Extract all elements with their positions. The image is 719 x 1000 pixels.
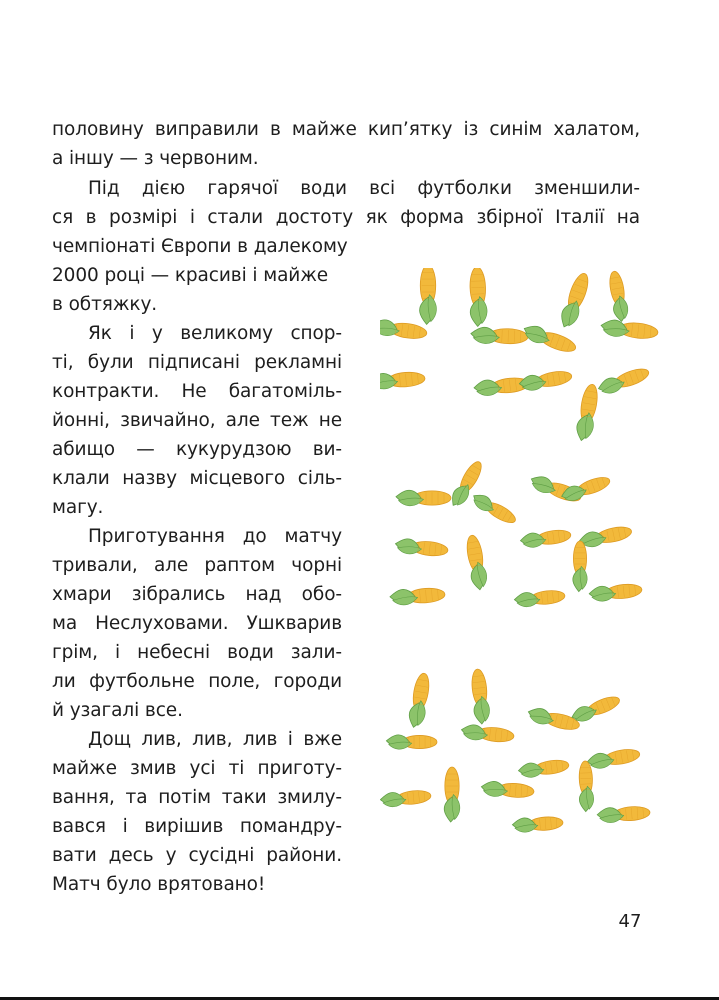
corn-cob-icon (471, 327, 529, 345)
corn-cob-icon (390, 587, 446, 606)
text-line: ся в розмірі і стали достоту як форма збірної Італії на (52, 207, 640, 228)
corn-cob-icon (470, 668, 491, 724)
text-line: майже змив усі ті приготу- (52, 758, 342, 779)
corn-cob-icon (407, 672, 432, 729)
text-line: ли футбольне поле, городи (52, 671, 342, 692)
corn-cob-icon (395, 538, 449, 558)
text-line: вати десь у сусідні райони. (52, 845, 342, 866)
corn-cob-icon (518, 758, 570, 779)
text-line: абищо — кукурудзою ви- (52, 439, 342, 460)
text-line: Приготування до матчу (88, 526, 342, 547)
corn-cob-icon (514, 588, 566, 608)
corn-cob-icon (600, 319, 659, 341)
corn-cob-icon (396, 490, 451, 506)
corn-cob-icon (607, 270, 630, 322)
page-number: 47 (618, 911, 642, 932)
corn-letters-icon (380, 268, 660, 858)
corn-cob-icon (512, 815, 563, 833)
text-line: Дощ лив, лив, лив і вже (88, 729, 342, 750)
corn-cob-icon (444, 767, 460, 822)
corn-cob-icon (570, 693, 622, 725)
corn-cob-icon (578, 524, 633, 550)
corn-cob-icon (578, 761, 594, 812)
text-line: Під дією гарячої води всі футболки зменшили- (88, 178, 640, 199)
corn-cob-icon (380, 318, 428, 341)
text-line: чемпіонаті Європи в далекому (52, 236, 348, 257)
corn-cob-icon (470, 491, 519, 527)
text-line: грім, і небесні води зали- (52, 642, 342, 663)
corn-cob-icon (380, 371, 425, 390)
text-line: 2000 році — красиві і майже (52, 265, 329, 286)
corn-cob-icon (469, 268, 488, 327)
corn-cob-icon (461, 724, 515, 744)
text-line: а іншу — з червоним. (52, 148, 259, 169)
corn-cob-icon (560, 473, 612, 504)
text-line: вання, та потім таки змилу- (52, 787, 342, 808)
corn-cob-icon (464, 534, 489, 591)
corn-cob-icon (589, 582, 643, 602)
corn-cob-icon (520, 528, 572, 549)
corn-cob-icon (597, 805, 651, 824)
corn-cob-icon (380, 788, 432, 808)
corn-cob-icon (596, 365, 651, 397)
text-line: клали назву місцевого сіль- (52, 468, 342, 489)
text-line: половину виправили в майже кип’ятку із синім халатом, (52, 119, 640, 140)
text-line: Матч було врятовано! (52, 874, 266, 895)
corn-cob-group (380, 268, 659, 833)
corn-cob-icon (575, 383, 601, 442)
text-line: Як і у великому спор- (88, 323, 342, 344)
corn-cob-icon (518, 368, 573, 392)
text-line: йонні, звичайно, але теж не (52, 410, 342, 431)
corn-cob-icon (521, 322, 578, 355)
text-line: контракти. Не багатоміль- (52, 381, 342, 402)
corn-cob-icon (420, 268, 437, 324)
corn-cob-icon (526, 706, 581, 733)
text-line: тривали, але раптом чорні (52, 555, 342, 576)
text-line: магу. (52, 497, 104, 518)
text-line: ті, були підписані рекламні (52, 352, 342, 373)
corn-cob-icon (573, 541, 587, 592)
text-line: й узагалі все. (52, 700, 183, 721)
corn-cob-icon (586, 746, 641, 770)
text-line: хмари зібрались над обо- (52, 584, 342, 605)
corn-cob-icon (473, 376, 529, 397)
text-line: вався і вирішив помандру- (52, 816, 342, 837)
text-line: в обтяжку. (52, 294, 158, 315)
corn-cob-icon (558, 271, 593, 330)
text-line: ма Неслуховами. Ушкварив (52, 613, 342, 634)
corn-cob-icon (386, 735, 437, 749)
corn-cob-icon (481, 781, 535, 800)
